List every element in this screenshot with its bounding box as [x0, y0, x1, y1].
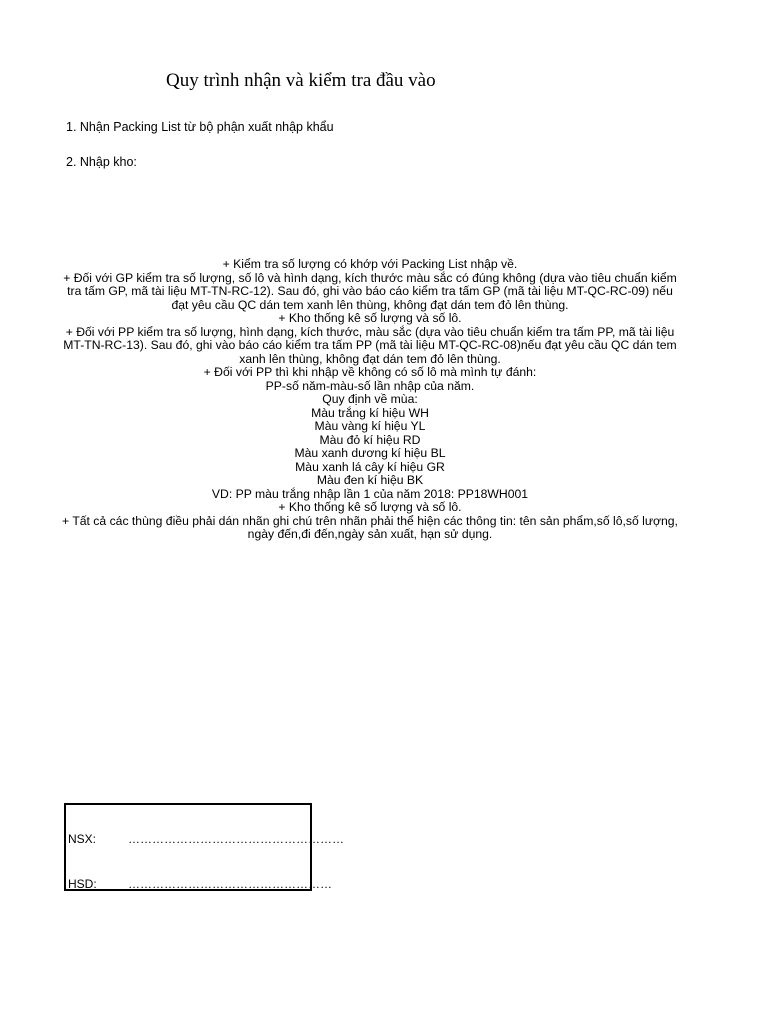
body-line-color-white: Màu trắng kí hiệu WH — [311, 405, 429, 420]
document-title: Quy trình nhận và kiểm tra đầu vào — [166, 70, 436, 91]
body-line-color-red: Màu đỏ kí hiệu RD — [319, 432, 421, 447]
body-line-carton-label-info: + Tất cả các thùng điều phải dán nhãn ghi chú trên nhãn phải thể hiện các thông tin: tên sản phẩm,số lô,số lượng, ngày đến,đi đến,ngày sản xuất, hạn sử dụng. — [62, 513, 678, 541]
step-1-receive-packing-list: 1. Nhận Packing List từ bộ phận xuất nhập khẩu — [66, 120, 334, 134]
body-line-pp-lot-numbering: + Đối với PP thì khi nhập về không có số lô mà mình tự đánh: — [203, 365, 537, 379]
label-box — [64, 803, 344, 891]
nsx-label: NSX: — [68, 832, 97, 846]
step-2-warehouse-entry: 2. Nhập kho: — [66, 155, 137, 169]
nsx-blank-line: ……………………………………………… — [128, 832, 344, 846]
body-line-lot-format: PP-số năm-màu-số lần nhập của năm. — [265, 378, 475, 393]
body-line-color-black: Màu đen kí hiệu BK — [316, 473, 424, 487]
procedure-body — [60, 258, 680, 542]
body-line-check-quantity: + Kiểm tra số lượng có khớp với Packing List nhập về. — [222, 257, 518, 271]
body-line-pp-inspection: + Đối với PP kiểm tra số lượng, hình dạng, kích thước, màu sắc (dựa vào tiêu chuẩn kiểm tra tấm PP, mã tài liệu MT-TN-RC-13). Sau đó, ghi vào báo cáo kiểm tra tấm PP (mã tài liệu MT-QC-RC-08)nếu đạt yêu cầu QC dán tem xanh lên thùng, không đạt dán tem đỏ lên thùng. — [63, 324, 677, 366]
body-line-color-rules-heading: Quy định về mùa: — [322, 392, 418, 406]
hsd-row — [68, 877, 332, 891]
body-line-example: VD: PP màu trắng nhập lần 1 của năm 2018: PP18WH001 — [211, 486, 529, 501]
body-line-color-yellow: Màu vàng kí hiệu YL — [314, 419, 426, 433]
nsx-row — [68, 832, 344, 846]
body-line-warehouse-stats-2: + Kho thống kê số lượng và số lô. — [278, 500, 462, 514]
body-line-color-blue: Màu xanh dương kí hiệu BL — [294, 446, 446, 460]
hsd-label: HSD: — [68, 877, 97, 891]
body-line-color-green: Màu xanh lá cây kí hiệu GR — [295, 459, 445, 474]
body-line-warehouse-stats: + Kho thống kê số lượng và số lô. — [278, 311, 462, 325]
hsd-blank-line: …………………………………………… — [128, 877, 332, 891]
body-line-gp-inspection: + Đối với GP kiểm tra số lượng, số lô và hình dạng, kích thước màu sắc có đúng không (dựa vào tiêu chuẩn kiểm tra tấm GP, mã tài liệu MT-TN-RC-12). Sau đó, ghi vào báo cáo kiểm tra tấm GP (mã tài liệu MT-QC-RC-09) nếu đạt yêu cầu QC dán tem xanh lên thùng, không đạt dán tem đỏ lên thùng. — [63, 270, 677, 312]
